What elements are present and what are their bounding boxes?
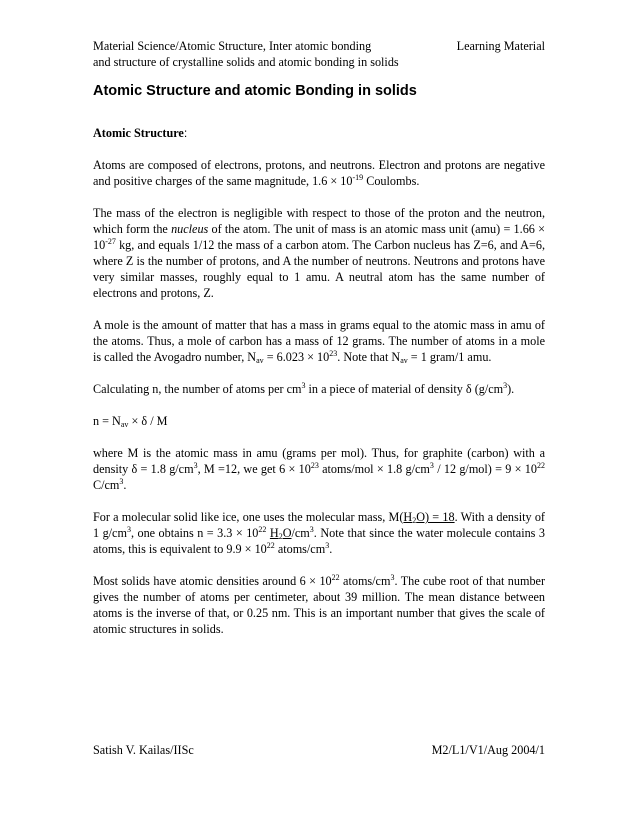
text-run: . — [123, 478, 127, 492]
text-run: = 1 gram/1 amu. — [407, 350, 492, 364]
text-run: . Note that since the water molecule contains 3 atoms, this is equivalent to 9.9 × 10 — [93, 526, 545, 556]
text-run: Most solids have atomic densities around 6 × 10 — [93, 574, 332, 588]
text-run: atoms/mol × 1.8 g/cm — [318, 462, 430, 476]
superscript: 22 — [258, 525, 267, 534]
superscript: 22 — [266, 541, 275, 550]
header-line-2: and structure of crystalline solids and atomic bonding in solids — [93, 55, 399, 69]
header-right: Learning Material — [456, 39, 545, 53]
text-run: , M =12, we get 6 × 10 — [197, 462, 311, 476]
text-run: / 12 g/mol) = 9 × 10 — [433, 462, 537, 476]
superscript: -19 — [352, 173, 364, 182]
text-run: in a piece of material of density δ (g/cm — [305, 382, 504, 396]
subscript: av — [120, 420, 129, 429]
subscript: av — [256, 356, 264, 365]
text-run: . — [329, 542, 333, 556]
text-run: kg, and equals 1/12 the mass of a carbon atom. The Carbon nucleus has Z=6, and A=6, where Z is the number of protons, and A the number of neutrons. Neutrons and protons have very similar masses, roughly equal to 1 amu. A neutral atom has the same number of electrons and protons, Z. — [93, 238, 545, 300]
text-run: , one obtains n = 3.3 × 10 — [130, 526, 259, 540]
text-run: ). — [507, 382, 515, 396]
text-run: × δ / M — [128, 414, 168, 428]
superscript: 22 — [537, 461, 545, 470]
paragraph-atoms — [93, 157, 545, 189]
paragraph-calculating — [93, 381, 545, 397]
text-run: . With a density of 1 g/cm — [93, 510, 545, 540]
section-heading — [93, 125, 545, 141]
paragraph-solids — [93, 573, 545, 637]
text-run: C/cm — [93, 478, 120, 492]
text-run: = 6.023 × 10 — [263, 350, 330, 364]
superscript: 3 — [390, 573, 395, 582]
superscript: 3 — [119, 477, 124, 486]
superscript: 3 — [126, 525, 131, 534]
superscript: 3 — [429, 461, 434, 470]
superscript: -27 — [105, 237, 116, 246]
superscript: 3 — [301, 381, 306, 390]
superscript: 23 — [310, 461, 319, 470]
text-run: Coulombs. — [363, 174, 420, 188]
page-header — [93, 38, 545, 70]
underlined-water-formula — [270, 526, 292, 540]
footer-left: Satish V. Kailas/IISc — [93, 743, 194, 757]
italic-term-nucleus: nucleus — [171, 222, 209, 236]
text-run: For a molecular solid like ice, one uses the molecular mass, M( — [93, 510, 404, 524]
text-run: H — [403, 510, 413, 524]
superscript: 3 — [309, 525, 314, 534]
subscript: 2 — [412, 516, 417, 525]
header-line-1: Material Science/Atomic Structure, Inter atomic bonding — [93, 39, 372, 53]
paragraph-mole — [93, 317, 545, 365]
text-run: A mole is the amount of matter that has a mass in grams equal to the atomic mass in amu of the atoms. Thus, a mole of carbon has a mass of 12 grams. The number of atoms in a mole is called the Avogadro number, N — [93, 318, 545, 364]
paragraph-ice — [93, 509, 545, 557]
text-run: . The cube root of that number gives the number of atoms per centimeter, about 39 million. The mean distance between atoms is the inverse of that, or 0.25 nm. This is an important number that gives the scale of atomic structures in solids. — [93, 574, 546, 636]
text-run: /cm — [291, 526, 310, 540]
paragraph-mass — [93, 205, 545, 301]
document-body — [93, 125, 545, 653]
page-footer — [93, 742, 545, 758]
equation-n — [93, 413, 545, 429]
text-run: . Note that N — [337, 350, 401, 364]
text-run: The mass of the electron is negligible with respect to those of the proton and the neutron, which form the — [93, 206, 545, 236]
text-run: atoms/cm — [274, 542, 326, 556]
subscript: 2 — [278, 532, 283, 541]
superscript: 3 — [503, 381, 508, 390]
text-run: Atoms are composed of electrons, protons, and neutrons. Electron and protons are negative and positive charges of the same magnitude, 1.6 × 10 — [93, 158, 545, 188]
superscript: 3 — [193, 461, 198, 470]
text-run: n = N — [93, 414, 121, 428]
text-run: H — [269, 526, 279, 540]
section-heading-colon: : — [183, 126, 188, 140]
superscript: 3 — [325, 541, 330, 550]
underlined-water-mass — [403, 510, 454, 524]
subscript: av — [400, 356, 408, 365]
section-heading-text: Atomic Structure — [93, 126, 184, 140]
text-run: where M is the atomic mass in amu (grams per mol). Thus, for graphite (carbon) with a density δ = 1.8 g/cm — [93, 446, 545, 476]
footer-right: M2/L1/V1/Aug 2004/1 — [431, 743, 545, 757]
text-run: of the atom. The unit of mass is an atomic mass unit (amu) = 1.66 × 10 — [93, 222, 545, 252]
text-run: atoms/cm — [339, 574, 391, 588]
text-run: O) = 18 — [416, 510, 455, 524]
paragraph-graphite — [93, 445, 545, 493]
superscript: 22 — [331, 573, 340, 582]
superscript: 23 — [329, 349, 338, 358]
text-run: O — [282, 526, 292, 540]
document-title: Atomic Structure and atomic Bonding in solids — [93, 83, 417, 99]
text-run: Calculating n, the number of atoms per cm — [93, 382, 302, 396]
